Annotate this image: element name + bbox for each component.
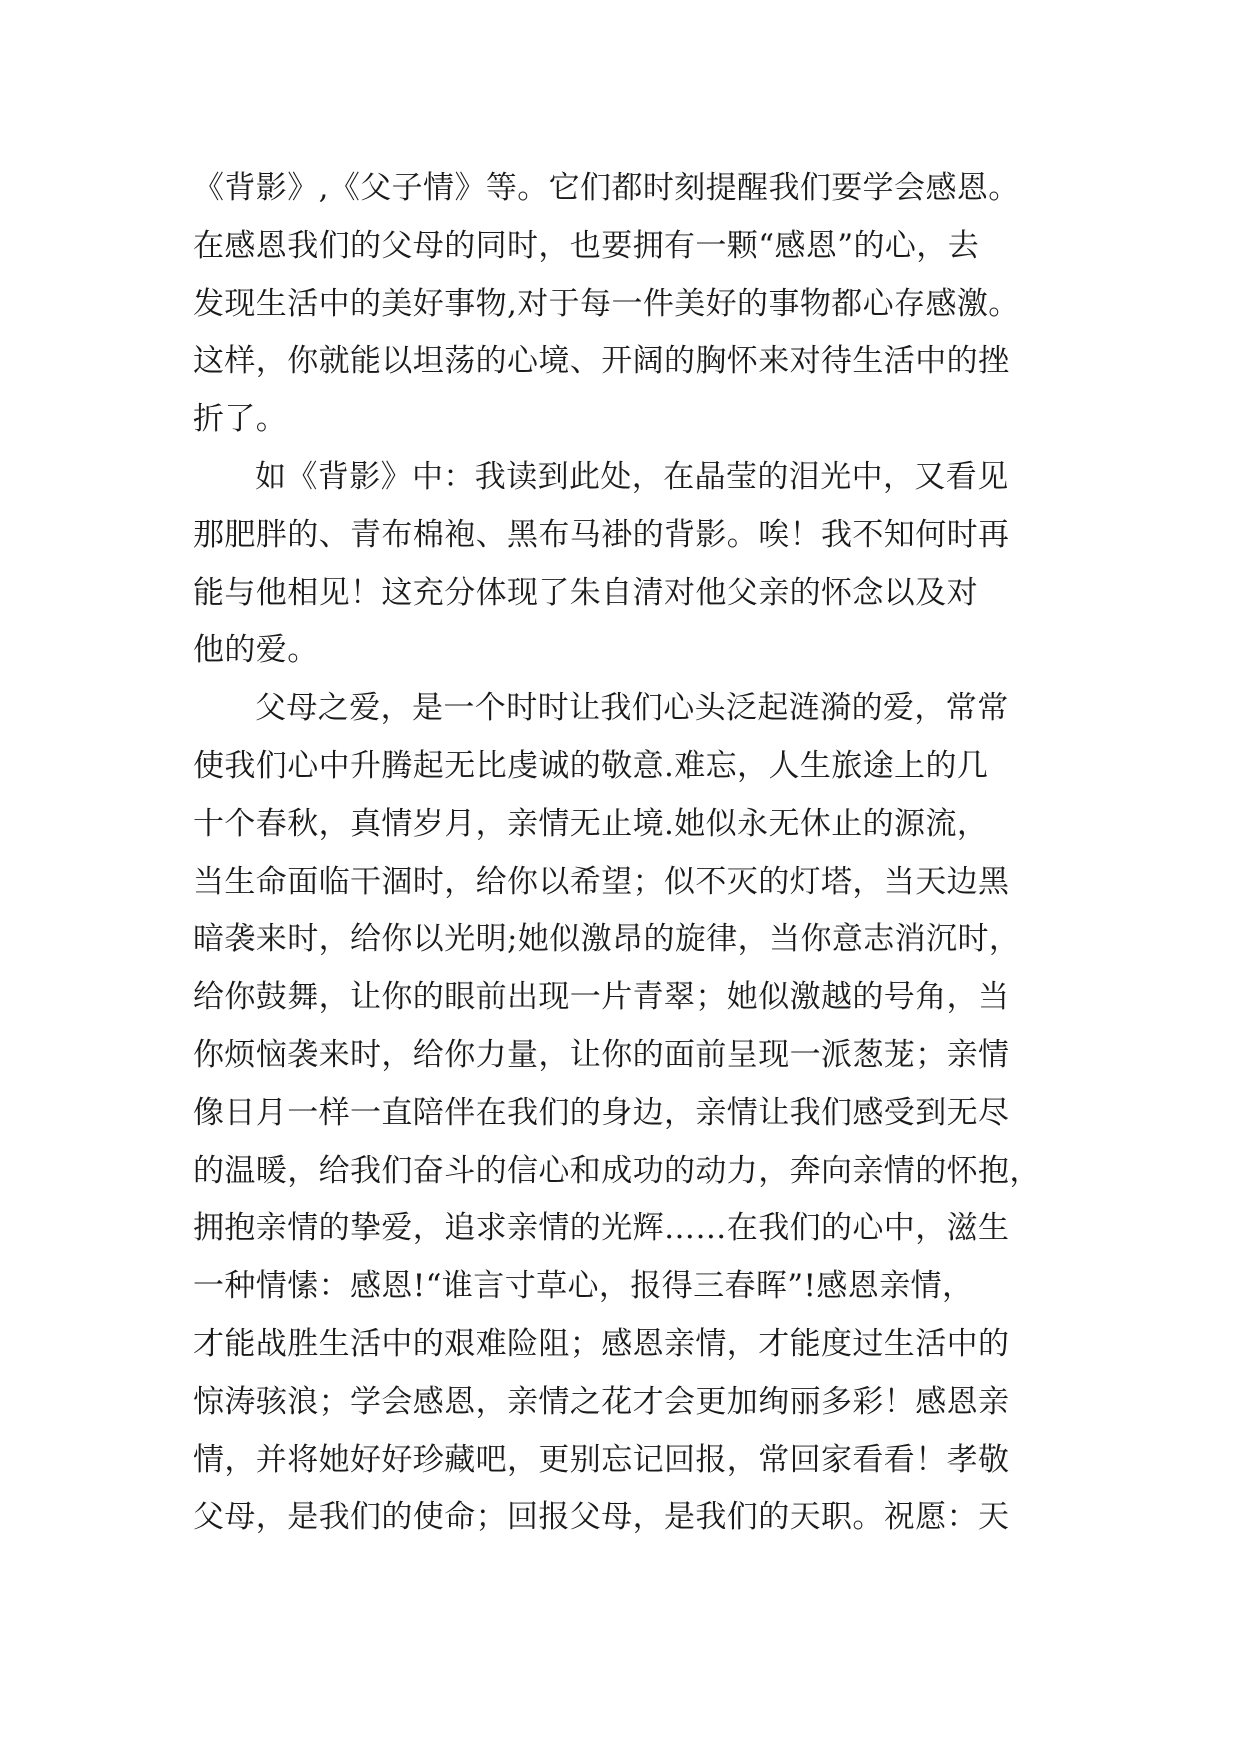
text-line: 能与他相见！这充分体现了朱自清对他父亲的怀念以及对 xyxy=(193,574,978,611)
paragraph-start-line: 父母之爱，是一个时时让我们心头泛起涟漪的爱，常常 xyxy=(255,690,1009,727)
text-line: 在感恩我们的父母的同时，也要拥有一颗“感恩”的心，去 xyxy=(193,227,980,264)
text-line: 惊涛骇浪；学会感恩，亲情之花才会更加绚丽多彩！感恩亲 xyxy=(193,1383,1010,1420)
text-line: 暗袭来时，给你以光明;她似激昂的旋律，当你意志消沉时， xyxy=(193,921,1021,958)
text-line: 折了。 xyxy=(193,401,288,438)
text-line: 拥抱亲情的挚爱，追求亲情的光辉……在我们的心中，滋生 xyxy=(193,1210,1010,1247)
text-line: 才能战胜生活中的艰难险阻；感恩亲情，才能度过生活中的 xyxy=(193,1325,1010,1362)
text-line: 父母，是我们的使命；回报父母，是我们的天职。祝愿：天 xyxy=(193,1499,1010,1536)
text-line: 给你鼓舞，让你的眼前出现一片青翠；她似激越的号角，当 xyxy=(193,979,1010,1016)
text-line: 这样，你就能以坦荡的心境、开阔的胸怀来对待生活中的挫 xyxy=(193,343,1010,380)
text-line: 情，并将她好好珍藏吧，更别忘记回报，常回家看看！孝敬 xyxy=(193,1441,1010,1478)
text-line: 他的爱。 xyxy=(193,632,319,669)
text-line: 你烦恼袭来时，给你力量，让你的面前呈现一派葱茏；亲情 xyxy=(193,1036,1010,1073)
text-line: 的温暖，给我们奋斗的信心和成功的动力，奔向亲情的怀抱， xyxy=(193,1152,1041,1189)
text-line: 一种情愫：感恩!“谁言寸草心，报得三春晖”!感恩亲情， xyxy=(193,1268,974,1305)
text-line: 十个春秋，真情岁月，亲情无止境.她似永无休止的源流， xyxy=(193,805,989,842)
text-line: 那肥胖的、青布棉袍、黑布马褂的背影。唉！我不知何时再 xyxy=(193,516,1010,553)
body-text xyxy=(193,160,1093,1547)
text-line: 像日月一样一直陪伴在我们的身边，亲情让我们感受到无尽 xyxy=(193,1094,1010,1131)
text-line: 《背影》,《父子情》等。它们都时刻提醒我们要学会感恩。 xyxy=(193,170,1020,206)
paragraph-start-line: 如《背影》中：我读到此处，在晶莹的泪光中，又看见 xyxy=(255,458,1009,495)
text-line: 发现生活中的美好事物,对于每一件美好的事物都心存感激。 xyxy=(193,285,1020,322)
text-line: 当生命面临干涸时，给你以希望；似不灭的灯塔，当天边黑 xyxy=(193,863,1010,900)
text-line: 使我们心中升腾起无比虔诚的敬意.难忘，人生旅途上的几 xyxy=(193,747,989,784)
